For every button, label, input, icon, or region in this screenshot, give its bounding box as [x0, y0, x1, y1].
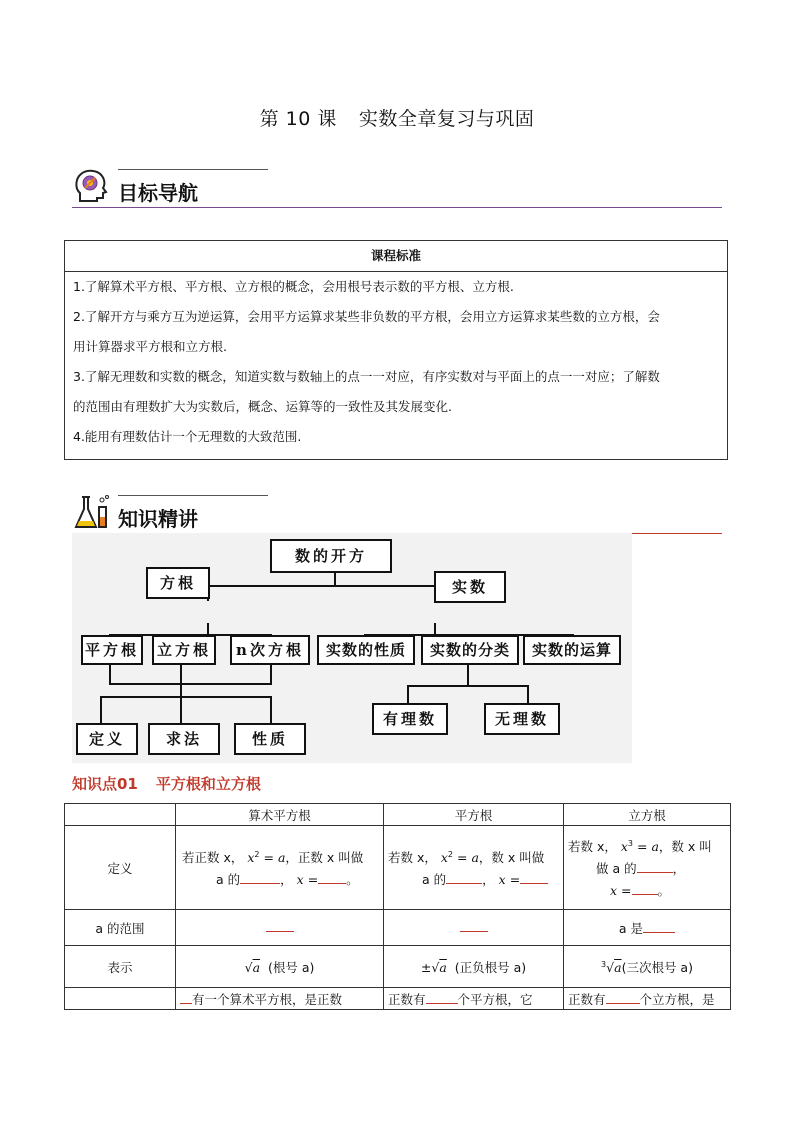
section-goal-label: 目标导航 — [118, 181, 198, 205]
math-var: x — [620, 839, 628, 855]
section-knowledge-label: 知识精讲 — [118, 507, 198, 531]
lesson-topic: 实数全章复习与巩固 — [358, 108, 535, 130]
root-index: 3 — [601, 959, 607, 969]
table-row-property — [65, 988, 731, 1010]
standard-item: 的范围由有理数扩大为实数后，概念、运算等的一致性及其发展变化. — [73, 399, 452, 414]
diagram-line — [527, 685, 529, 705]
cell-text: 正数有 — [568, 991, 606, 1007]
cell-text: ，数 x 叫做 — [478, 850, 545, 866]
section-top-line — [118, 495, 268, 496]
math-var: x — [296, 872, 304, 888]
knowledge-point-heading — [72, 773, 261, 794]
fill-blank[interactable] — [446, 883, 482, 884]
cell-text: (根号 a) — [267, 959, 315, 975]
cell-text: (三次根号 a) — [621, 959, 693, 975]
diagram-line — [407, 685, 529, 687]
row-label-empty — [65, 988, 176, 1010]
row-label: 表示 — [65, 946, 176, 988]
node-method: 求法 — [148, 723, 220, 755]
fill-blank[interactable] — [460, 931, 488, 932]
diagram-line — [109, 664, 111, 684]
notation-sqrt-cell — [384, 946, 564, 988]
def-cbrt-cell — [564, 826, 731, 910]
math-var: a — [614, 959, 622, 975]
standard-item: 2.了解开方与乘方互为逆运算，会用平方运算求某些非负数的平方根，会用立方运算求某些数的立方根，会 — [73, 309, 660, 324]
math-var: a — [277, 850, 286, 866]
table-header-row — [65, 804, 731, 826]
math-var: a — [651, 839, 659, 855]
math-exp: 2 — [254, 849, 260, 859]
diagram-line — [180, 664, 182, 684]
diagram-line — [207, 585, 434, 587]
radical-sign: √ — [431, 959, 440, 975]
cell-text: a 是 — [618, 920, 644, 936]
notation-arith-cell — [176, 946, 384, 988]
cell-text: 若数 x， — [568, 839, 617, 855]
table-header-cell: 立方根 — [564, 804, 731, 826]
math-eq: = — [307, 872, 319, 888]
cell-text: a 的 — [422, 872, 447, 888]
cell-text: ，数 x 叫 — [658, 839, 712, 855]
prop-arith-cell — [176, 988, 384, 1010]
fill-blank[interactable] — [318, 883, 346, 884]
prop-cbrt-cell — [564, 988, 731, 1010]
table-header-cell: 算术平方根 — [176, 804, 384, 826]
range-cbrt-cell — [564, 910, 731, 946]
concept-diagram — [72, 533, 632, 763]
cell-text: 有一个算术平方根，是正数 — [192, 991, 343, 1007]
radical-sign: √ — [244, 959, 253, 975]
cell-text: ， — [482, 872, 495, 888]
def-arith-sqrt-cell — [176, 826, 384, 910]
math-eq: = — [457, 850, 468, 866]
math-eq: = — [621, 883, 632, 899]
diagram-line — [467, 664, 469, 686]
math-var: x — [247, 850, 255, 866]
fill-blank[interactable] — [180, 1003, 192, 1004]
standard-item: 1.了解算术平方根、平方根、立方根的概念，会用根号表示数的平方根、立方根. — [73, 279, 514, 294]
node-nature: 性质 — [234, 723, 306, 755]
math-var: a — [252, 959, 261, 975]
node-lifanggen: 立方根 — [152, 635, 216, 665]
cell-text: a 的 — [216, 872, 241, 888]
kp-title: 平方根和立方根 — [155, 775, 261, 793]
lesson-number: 第 10 课 — [259, 108, 337, 130]
course-standards-box — [64, 240, 728, 460]
node-definition: 定义 — [76, 723, 138, 755]
notation-cbrt-cell — [564, 946, 731, 988]
cell-text: ， — [280, 872, 293, 888]
cell-text: 做 a 的 — [596, 861, 637, 877]
range-arith-cell — [176, 910, 384, 946]
math-eq: = — [637, 839, 648, 855]
math-eq: = — [509, 872, 521, 888]
math-exp: 3 — [627, 838, 634, 848]
section-divider — [72, 207, 722, 208]
table-header-cell — [65, 804, 176, 826]
diagram-line — [180, 683, 182, 697]
math-var: a — [439, 959, 447, 975]
def-sqrt-cell — [384, 826, 564, 910]
cell-text: 。 — [657, 883, 671, 899]
node-root: 数的开方 — [270, 539, 392, 573]
range-sqrt-cell — [384, 910, 564, 946]
cell-text: 个平方根，它 — [457, 991, 533, 1007]
math-var: x — [498, 872, 506, 888]
diagram-line — [270, 664, 272, 684]
node-ncifanggen: n次方根 — [230, 635, 310, 665]
math-var: a — [471, 850, 479, 866]
standards-header: 课程标准 — [65, 241, 727, 272]
cell-text: ，正数 x 叫做 — [285, 850, 364, 866]
fill-blank[interactable] — [266, 931, 294, 932]
fill-blank[interactable] — [632, 894, 658, 895]
kp-number: 知识点01 — [72, 775, 138, 793]
table-header-cell: 平方根 — [384, 804, 564, 826]
page-title — [0, 104, 794, 131]
fill-blank[interactable] — [426, 1003, 458, 1004]
table-row-notation — [65, 946, 731, 988]
node-operations: 实数的运算 — [523, 635, 621, 665]
root-comparison-table — [64, 803, 731, 1010]
diagram-line — [100, 696, 270, 698]
diagram-line — [270, 696, 272, 724]
fill-blank[interactable] — [606, 1003, 640, 1004]
cell-text: ， — [672, 861, 686, 877]
fill-blank[interactable] — [240, 883, 280, 884]
row-label: a 的范围 — [65, 910, 176, 946]
node-properties: 实数的性质 — [317, 635, 415, 665]
row-label: 定义 — [65, 826, 176, 910]
cell-text: 。 — [346, 872, 359, 888]
cell-text: 正数有 — [388, 991, 426, 1007]
diagram-line — [407, 685, 409, 705]
prop-sqrt-cell — [384, 988, 564, 1010]
diagram-line — [180, 696, 182, 724]
node-rational: 有理数 — [372, 703, 448, 735]
diagram-line — [109, 683, 272, 685]
diagram-line — [334, 571, 336, 587]
node-pingfanggen: 平方根 — [81, 635, 143, 665]
fill-blank[interactable] — [637, 872, 673, 873]
standard-item: 用计算器求平方根和立方根. — [73, 339, 227, 354]
fill-blank[interactable] — [520, 883, 548, 884]
node-fanggen: 方根 — [146, 567, 210, 599]
section-top-line — [118, 169, 268, 170]
head-gear-icon — [72, 167, 112, 207]
node-classification: 实数的分类 — [421, 635, 519, 665]
radical-sign: √ — [606, 959, 615, 975]
cell-text: 若正数 x， — [182, 850, 244, 866]
plus-minus: ± — [420, 959, 432, 975]
math-var: x — [440, 850, 448, 866]
node-irrational: 无理数 — [484, 703, 560, 735]
table-row-definition — [65, 826, 731, 910]
node-shishu: 实数 — [434, 571, 506, 603]
fill-blank[interactable] — [643, 932, 675, 933]
standard-item: 3.了解无理数和实数的概念，知道实数与数轴上的点一一对应，有序实数对与平面上的点一一对应；了解数 — [73, 369, 660, 384]
math-var: x — [610, 883, 618, 899]
cell-text: (正负根号 a) — [454, 959, 527, 975]
cell-text: 若数 x， — [388, 850, 437, 866]
math-exp: 2 — [447, 849, 454, 859]
cell-text: 个立方根，是 — [639, 991, 715, 1007]
table-row-range — [65, 910, 731, 946]
flask-icon — [72, 493, 112, 533]
math-eq: = — [263, 850, 274, 866]
standard-item: 4.能用有理数估计一个无理数的大致范围. — [73, 429, 302, 444]
diagram-line — [100, 696, 102, 724]
